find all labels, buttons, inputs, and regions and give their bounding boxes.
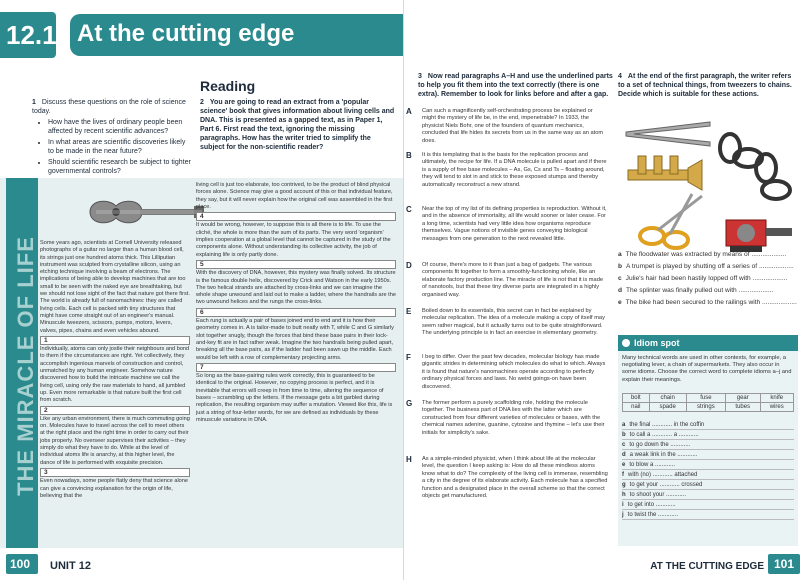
gap-box-1[interactable]: 1 (40, 336, 190, 345)
paragraph-f (408, 354, 608, 391)
item-text: The splinter was finally pulled out with ................... (626, 287, 774, 294)
paragraph-text: As a simple-minded physicist, when I think about life at the molecular level, the question I keep asking is: How do all these mindless atoms know what to do? The complexity of the living cell is immense, resembling a city in the degree of its elaborate activity. Each molecule has a specified function and a designated place in the overall scheme so that the correct objects get manufactured. (422, 456, 608, 500)
list-item (618, 298, 798, 307)
paragraph-label: F (406, 353, 411, 362)
idiom-items (622, 421, 794, 521)
question-1-bullets (42, 118, 192, 176)
reading-column-1 (40, 240, 190, 500)
paragraph-h (408, 456, 608, 500)
item-label: c (622, 442, 626, 448)
item-label: h (622, 492, 626, 498)
paragraph-text: It is this templating that is the basis for the replication process and ultimately, the recipe for life. If a DNA molecule is pulled apart and if there is a supply of free base molecules – As, Gs, Cs and Ts – floating around, they will tend to slot in and stick to these exposed stumps and thereby automatically reconstruct a new strand. (422, 152, 607, 188)
list-item (622, 451, 794, 460)
list-item (622, 431, 794, 440)
page-number-right: 101 (768, 554, 800, 574)
paragraph-text: I beg to differ. Over the past few decades, molecular biology has made gigantic strides in determining which molecules do what to which. Always it is found that nature's nanomachines operate according to perfectly ordinary physical forces and laws. No weird goings-on have been discovered. (422, 354, 606, 390)
footer-title: AT THE CUTTING EDGE (650, 561, 764, 572)
paragraph-b (408, 152, 608, 189)
item-text: to get into ............ (627, 502, 676, 508)
paragraph-label: B (406, 151, 412, 160)
word-cell: tubes (726, 403, 761, 412)
item-label: a (622, 422, 626, 428)
left-footer (0, 548, 403, 580)
reading-column-2 (196, 182, 396, 424)
gap-box-6[interactable]: 6 (196, 308, 396, 317)
paragraph-label: D (406, 261, 412, 270)
item-label: f (622, 472, 624, 478)
list-item (618, 286, 798, 295)
paragraph-e (408, 308, 608, 338)
paragraph-text: Near the top of my list of its defining properties is reproduction. Without it, and in the absence of immortality, all life would sooner or later cease. For a long time, scientists had very little idea how organisms reproduce themselves. Vague notions of invisible genes conveying biological messages from one generation to the next revealed little. (422, 206, 607, 242)
question-4-items (618, 250, 798, 310)
item-text: A trumpet is played by shutting off a series of ................... (626, 263, 794, 270)
list-item (622, 491, 794, 500)
list-item (622, 441, 794, 450)
gap-box-5[interactable]: 5 (196, 260, 396, 269)
reading-paragraph: living cell is just too elaborate, too contrived, to be the product of blind physical forces alone. Science may give a good account of this or that individual feature, they say, but it will never explain how the original cell was assembled in the first place. (196, 182, 393, 210)
reading-paragraph: Like any urban environment, there is much commuting going on. Molecules have to travel across the cell to meet others at the right place and the right time in order to carry out their jobs properly. No overseer supervises their activities – they simply do what they have to do. While at the level of individual atoms life is anarchy, at this higher level, the dance of life is performed with exquisite precision. (40, 415, 190, 466)
item-label: e (622, 462, 626, 468)
item-label: j (622, 512, 624, 518)
reading-heading: Reading (200, 78, 256, 94)
item-text: the final ............ in the coffin (629, 422, 705, 428)
word-cell: fuse (686, 394, 725, 403)
word-cell: spade (649, 403, 686, 412)
list-item (622, 501, 794, 510)
word-cell: wires (760, 403, 793, 412)
paragraph-text: Of course, there's more to it than just a bag of gadgets. The various components fit together to form a smoothly-functioning whole, like an elaborate factory production line. The miracle of life is not that it is made of nanotools, but that these tiny diverse parts are integrated in a highly organised way. (422, 262, 604, 298)
paragraph-label: G (406, 399, 413, 408)
word-cell: gear (726, 394, 761, 403)
item-label: b (618, 263, 623, 270)
paragraph-c (408, 206, 608, 243)
question-3-text: Now read paragraphs A–H and use the underlined parts to help you fit them into the text correctly (there is one extra). Remember to look for links before and after a gap. (418, 73, 613, 98)
question-1-intro: Discuss these questions on the role of science today. (32, 99, 186, 115)
gap-box-2[interactable]: 2 (40, 406, 190, 415)
list-item (622, 481, 794, 490)
footer-unit-label: UNIT 12 (50, 560, 91, 572)
question-2 (200, 98, 396, 152)
idiom-bullet-icon (622, 339, 630, 347)
paragraph-text: Boiled down to its essentials, this secret can in fact be explained by molecular replication. The idea of a molecule making a copy of itself may seem rather magical, but it actually turns out to be quite straightforward. The underlying principle is in fact an exercise in elementary geometry. (422, 308, 605, 337)
list-item: • Should scientific research be subject to tighter governmental controls? (48, 158, 192, 176)
item-text: to twist the ............ (627, 512, 679, 518)
item-text: Julie's hair had been hastily lopped off with ................... (625, 275, 788, 282)
item-text: to go down the ............ (629, 442, 691, 448)
paragraph-a (408, 108, 608, 145)
gap-box-4[interactable]: 4 (196, 212, 396, 221)
page-number-left: 100 (6, 554, 38, 574)
reading-paragraph: So long as the base-pairing rules work correctly, this is guaranteed to be identical to the original. However, no copying process is perfect, and it is inevitable that errors will creep in from time to time, altering the sequence of bases – scrambling up the letters. If the message gets a bit garbled during replication, the resulting organism may suffer a mutation. Viewed like this, life is just a string of four-letter words, for we are defined as individuals by these minuscule variations in DNA. (196, 373, 393, 423)
question-3 (418, 72, 616, 99)
question-2-text: You are going to read an extract from a 'popular science' book that gives information about living cells and DNA. This is presented as a gapped text, as in Paper 1, Part 6. First read the text, ignoring the missing paragraphs. How has the writer tried to simplify the subject for the non-scientific reader? (200, 99, 395, 151)
list-item (618, 250, 798, 259)
word-cell: nail (623, 403, 650, 412)
list-item (622, 471, 794, 480)
word-cell: chain (649, 394, 686, 403)
question-3-number: 3 (418, 73, 422, 80)
unit-badge: 12.1 (0, 12, 56, 58)
item-label: e (618, 299, 622, 306)
idiom-spot-header (618, 335, 798, 351)
item-text: to blow a ............ (629, 462, 676, 468)
idiom-spot-box (618, 335, 798, 546)
item-text: to call a ............ a ............ (629, 432, 699, 438)
paragraph-d (408, 262, 608, 299)
item-label: i (622, 502, 624, 508)
gap-box-7[interactable]: 7 (196, 363, 396, 372)
question-2-number: 2 (200, 99, 204, 106)
reading-paragraph: It would be wrong, however, to suppose this is all there is to life. To use the cliché, the whole is more than the sum of its parts. The very word 'organism' implies cooperation at a global level that cannot be captured in the study of the components alone. Without understanding its collective activity, the job of explaining life is only partly done. (196, 222, 391, 258)
question-4-text: At the end of the first paragraph, the writer refers to a set of technical things, from tweezers to chains. Decide which is suitable for these actions. (618, 73, 792, 98)
chain-image (710, 128, 796, 208)
idiom-word-table (622, 393, 794, 412)
item-label: d (618, 287, 623, 294)
pump-image (720, 206, 796, 256)
tweezers-image (624, 118, 712, 148)
item-text: The bike had been secured to the railings with ................... (625, 299, 797, 306)
paragraph-label: C (406, 205, 412, 214)
paragraph-text: Can such a magnificently self-orchestrating process be explained or might the mystery of life be, in the end, impenetrable? In 1933, the physicist Niels Bohr, one of the founders of quantum mechanics, concluded that life hides its secrets from us in the same way as an atom does. (422, 108, 604, 144)
item-text: with (no) ............ attached (628, 472, 698, 478)
reading-paragraph: Individually, atoms can only jostle their neighbours and bond to them if the circumstances are right. Yet collectively, they accomplish ingenious marvels of construction and control, unmatched by any human engineer. Somehow nature discovered how to build the intricate machine we call the living cell, using only the raw materials to hand, all jumbled up. Even more remarkable is that nature built the first cell from scratch. (40, 346, 190, 404)
item-label: g (622, 482, 626, 488)
list-item (622, 421, 794, 430)
word-cell: strings (686, 403, 725, 412)
unit-title: At the cutting edge (77, 20, 295, 47)
question-1-number: 1 (32, 99, 36, 106)
question-4 (618, 72, 796, 99)
item-label: c (618, 275, 622, 282)
list-item (622, 461, 794, 470)
reading-paragraph: Even nowadays, some people flatly deny that science alone can give a convincing explanation for the origin of life, believing that the (40, 478, 189, 499)
idiom-spot-intro: Many technical words are used in other contexts, for example, a negotiating lever, a chain of supermarkets. They also occur in some idioms. Choose the correct word to complete idioms a–j and explain their meanings. (622, 355, 792, 383)
word-cell: bolt (623, 394, 650, 403)
vertical-title: THE MIRACLE OF LIFE (13, 236, 38, 496)
vertical-title-band (6, 178, 38, 548)
question-1 (32, 98, 192, 178)
right-page (403, 0, 800, 580)
item-label: a (618, 251, 622, 258)
item-text: to shoot your ............ (629, 492, 687, 498)
item-label: d (622, 452, 626, 458)
paragraph-label: E (406, 307, 412, 316)
gap-box-3[interactable]: 3 (40, 468, 190, 477)
list-item: • How have the lives of ordinary people been affected by recent scientific advances? (48, 118, 192, 136)
item-text: The floodwater was extracted by means of ................... (625, 251, 787, 258)
list-item (622, 511, 794, 520)
word-cell: knife (760, 394, 793, 403)
list-item (618, 262, 798, 271)
guitar-image (86, 190, 206, 234)
list-item: • In what areas are scientific discoveries likely to be made in the near future? (48, 138, 192, 156)
item-label: b (622, 432, 626, 438)
paragraph-label: H (406, 455, 412, 464)
reading-paragraph: Each rung is actually a pair of bases joined end to end and it is how their geometry comes in. A is tailor-made to butt neatly with T, while C and G similarly slot together snugly, though the forces that bind these base pairs in their lock-and-key fit are in fact rather weak. Imagine the two handrails being pulled apart, breaking all the base pairs, as if the ladder had been sawn up the middle. Each would be left with a row of complementary projecting arms. (196, 318, 394, 361)
question-4-number: 4 (618, 73, 622, 80)
reading-intro: Some years ago, scientists at Cornell University released photographs of a guitar no larger than a human blood cell, its strings just one hundred atoms thick. This Lilliputian instrument was sculpted from crystalline silicon, using an etching technique involving a beam of electrons. The implications of being able to develop machines that are too small to be seen with the naked eye are breathtaking, but we should not lose sight of the fact that nature got there first. The world is already full of nanomachines: they are called living cells. Each cell is packed with tiny structures that might have come straight out of an engineer's manual. Minuscule tweezers, scissors, pumps, motors, levers, valves, pipes, chains and even vehicles abound. (40, 240, 190, 334)
paragraph-label: A (406, 107, 412, 116)
scissors-image (636, 192, 708, 250)
item-text: to get your ............ crossed (629, 482, 703, 488)
list-item (618, 274, 798, 283)
reading-paragraph: With the discovery of DNA, however, this mystery was finally solved. Its structure is the famous double helix, discovered by Crick and Watson in the early 1950s. The two helical strands are attached by cross-links and we can imagine the whole shape unwound and laid out to make a ladder, where the handrails are the two unwound helices and the rungs the cross-links. (196, 270, 396, 306)
idiom-spot-title: Idiom spot (634, 338, 680, 348)
item-text: a weak link in the ............ (629, 452, 698, 458)
paragraph-text: The former perform a purely scaffolding role, holding the molecule together. The business part of DNA lies with the latter which are constructed from four different varieties of molecules or bases, with the chemical names adenine, guanine, cytosine and thymine – let's use their initials for simplicity's sake. (422, 400, 605, 436)
paragraph-g (408, 400, 608, 437)
